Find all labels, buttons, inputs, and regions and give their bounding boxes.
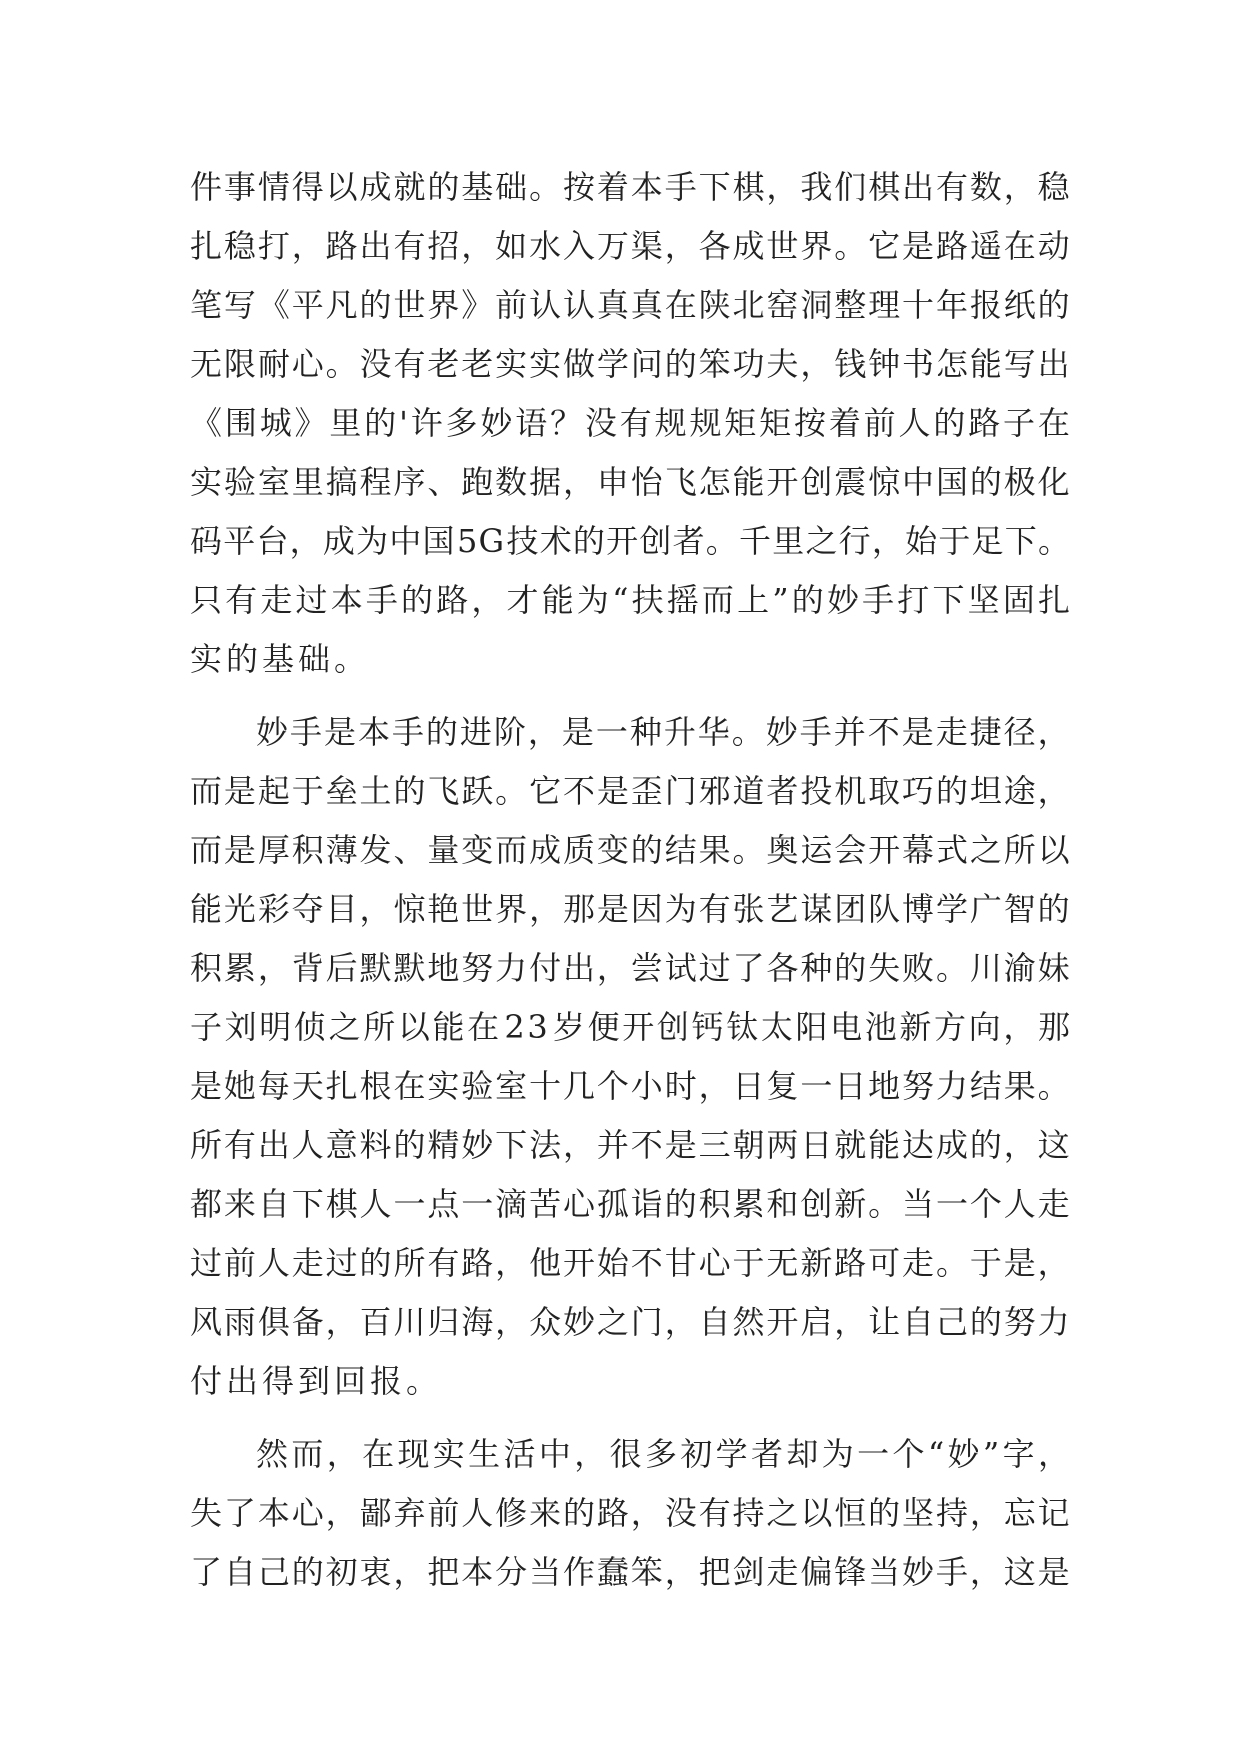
text-line: 失 了 本 心 ， 鄙 弃 前 人 修 来 的 路 ， 没 有 持 之 以 恒 的 坚 持 ， 忘 记 <box>190 1494 1070 1532</box>
text-line: 笔 写 《 平 凡 的 世 界 》 前 认 认 真 真 在 陕 北 窑 洞 整 理 十 年 报 纸 的 <box>190 286 1070 324</box>
text-line: 件 事 情 得 以 成 就 的 基 础 。 按 着 本 手 下 棋 ， 我 们 棋 出 有 数 ， 稳 <box>190 168 1070 206</box>
document-body <box>190 158 1070 1602</box>
text-line: 子 刘 明 侦 之 所 以 能 在 2 3 岁 便 开 创 钙 钛 太 阳 电 池 新 方 向 ， 那 <box>190 1008 1070 1046</box>
text-line: 能 光 彩 夺 目 ， 惊 艳 世 界 ， 那 是 因 为 有 张 艺 谋 团 队 博 学 广 智 的 <box>190 890 1070 928</box>
text-line: 过 前 人 走 过 的 所 有 路 ， 他 开 始 不 甘 心 于 无 新 路 可 走 。 于 是 ， <box>190 1244 1070 1282</box>
text-line: 是 她 每 天 扎 根 在 实 验 室 十 几 个 小 时 ， 日 复 一 日 地 努 力 结 果 。 <box>190 1067 1070 1105</box>
paragraph-first-line: 然 而 ， 在 现 实 生 活 中 ， 很 多 初 学 者 却 为 一 个 “ 妙 ” 字 ， <box>256 1435 1070 1473</box>
text-line: 只 有 走 过 本 手 的 路 ， 才 能 为 “ 扶 摇 而 上 ” 的 妙 手 打 下 坚 固 扎 <box>190 581 1070 619</box>
text-line: 《 围 城 》 里 的 ' 许 多 妙 语 ？ 没 有 规 规 矩 矩 按 着 前 人 的 路 子 在 <box>190 404 1070 442</box>
text-line: 实的基础。 <box>190 640 371 678</box>
paragraph-gap <box>190 1411 1070 1425</box>
text-line: 扎 稳 打 ， 路 出 有 招 ， 如 水 入 万 渠 ， 各 成 世 界 。 它 是 路 遥 在 动 <box>190 227 1070 265</box>
text-line: 都 来 自 下 棋 人 一 点 一 滴 苦 心 孤 诣 的 积 累 和 创 新 。 当 一 个 人 走 <box>190 1185 1070 1223</box>
text-line: 而 是 起 于 垒 土 的 飞 跃 。 它 不 是 歪 门 邪 道 者 投 机 取 巧 的 坦 途 ， <box>190 772 1070 810</box>
text-line: 而 是 厚 积 薄 发 、 量 变 而 成 质 变 的 结 果 。 奥 运 会 开 幕 式 之 所 以 <box>190 831 1070 869</box>
text-line: 所 有 出 人 意 料 的 精 妙 下 法 ， 并 不 是 三 朝 两 日 就 能 达 成 的 ， 这 <box>190 1126 1070 1164</box>
paragraph-gap <box>190 689 1070 703</box>
text-line: 风 雨 俱 备 ， 百 川 归 海 ， 众 妙 之 门 ， 自 然 开 启 ， 让 自 己 的 努 力 <box>190 1303 1070 1341</box>
text-line: 积 累 ， 背 后 默 默 地 努 力 付 出 ， 尝 试 过 了 各 种 的 失 败 。 川 渝 妹 <box>190 949 1070 987</box>
paragraph-first-line: 妙 手 是 本 手 的 进 阶 ， 是 一 种 升 华 。 妙 手 并 不 是 走 捷 径 ， <box>256 713 1070 751</box>
text-line: 付出得到回报。 <box>190 1362 443 1400</box>
text-line: 实 验 室 里 搞 程 序 、 跑 数 据 ， 申 怡 飞 怎 能 开 创 震 惊 中 国 的 极 化 <box>190 463 1070 501</box>
text-line: 码 平 台 ， 成 为 中 国 5 G 技 术 的 开 创 者 。 千 里 之 行 ， 始 于 足 下 。 <box>190 522 1070 560</box>
text-line: 了 自 己 的 初 衷 ， 把 本 分 当 作 蠢 笨 ， 把 剑 走 偏 锋 当 妙 手 ， 这 是 <box>190 1553 1070 1591</box>
text-line: 无 限 耐 心 。 没 有 老 老 实 实 做 学 问 的 笨 功 夫 ， 钱 钟 书 怎 能 写 出 <box>190 345 1070 383</box>
